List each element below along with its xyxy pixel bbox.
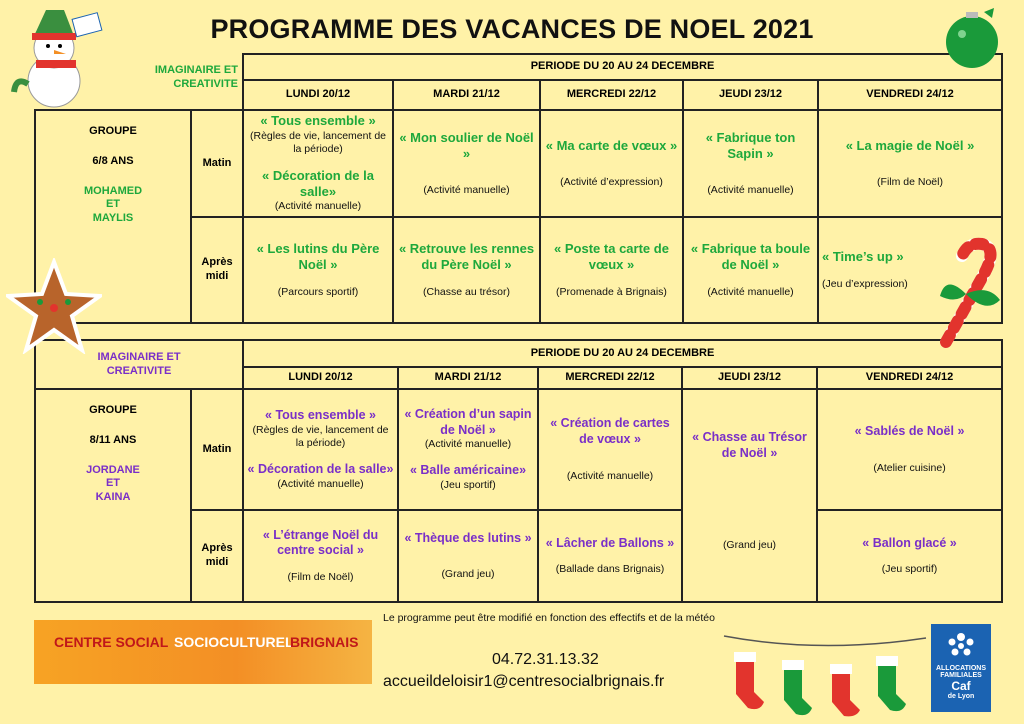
group-info <box>35 389 191 602</box>
schedule-table-group-8-11 <box>34 339 1003 603</box>
activity-cell <box>398 389 538 510</box>
activity-type: (Activité manuelle) <box>274 200 362 213</box>
activity-title: « Mon soulier de Noël » <box>399 129 534 161</box>
category-label: IMAGINAIRE ET CREATIVITE <box>154 64 238 90</box>
page-title: PROGRAMME DES VACANCES DE NOEL 2021 <box>210 14 814 44</box>
christmas-stockings-icon <box>720 630 930 720</box>
day-header-tuesday: MARDI 21/12 <box>393 80 540 110</box>
activity-type: (Film de Noël) <box>877 176 943 189</box>
candy-cane-icon <box>926 234 1018 350</box>
activity-type: (Activité manuelle) <box>277 477 364 490</box>
activity-type: (Ballade dans Brignais) <box>555 563 665 576</box>
activity-cell <box>538 510 682 602</box>
activity-cell <box>540 217 683 323</box>
activity-cell <box>393 217 540 323</box>
activity-title: « Décoration de la salle» <box>262 167 374 200</box>
leader-and: ET <box>105 198 121 211</box>
activity-title: « Décoration de la salle» <box>247 462 394 477</box>
day-header-tuesday: MARDI 21/12 <box>398 367 538 389</box>
morning-label: Matin <box>191 110 243 217</box>
activity-type: (Activité manuelle) <box>566 469 654 482</box>
activity-title: « Les lutins du Père Noël » <box>256 241 380 273</box>
day-header-wednesday: MERCREDI 22/12 <box>538 367 682 389</box>
centre-social-banner: CENTRE SOCIAL SOCIOCULTUREL BRIGNAIS <box>34 620 372 684</box>
caf-emblem-icon <box>941 629 981 663</box>
period-header: PERIODE DU 20 AU 24 DECEMBRE <box>243 54 1002 80</box>
activity-type: (Règles de vie, lancement de la période) <box>250 129 386 155</box>
activity-title: « Sablés de Noël » <box>854 424 965 439</box>
activity-type: (Activité manuelle) <box>424 438 512 451</box>
group-label: GROUPE <box>89 125 137 137</box>
activity-type: (Parcours sportif) <box>277 285 359 298</box>
activity-title: « Création de cartes de vœux » <box>550 416 670 446</box>
activity-type: (Activité manuelle) <box>707 285 794 298</box>
activity-cell-full-day <box>682 389 817 602</box>
activity-title: « Chasse au Trésor de Noël » <box>692 430 807 460</box>
group-ages: 8/11 ANS <box>89 433 137 446</box>
activity-title: « Retrouve les rennes du Père Noël » <box>398 241 535 273</box>
activity-type: (Jeu sportif) <box>440 478 496 491</box>
activity-type: (Grand jeu) <box>441 568 495 581</box>
program-note: Le programme peut être modifié en fonction des effectifs et de la météo <box>383 612 715 624</box>
schedule-table-group-6-8 <box>34 53 1003 324</box>
activity-type: (Règles de vie, lancement de la période) <box>252 423 389 449</box>
activity-title: « Poste ta carte de vœux » <box>554 241 669 273</box>
leader-1: MOHAMED <box>83 184 143 197</box>
afternoon-label: Après midi <box>191 510 243 602</box>
group-ages: 6/8 ANS <box>92 154 134 167</box>
day-header-monday: LUNDI 20/12 <box>243 80 393 110</box>
activity-title: « Création d’un sapin de Noël » <box>404 406 532 437</box>
christmas-ball-icon <box>936 6 1006 70</box>
afternoon-label: Après midi <box>191 217 243 323</box>
activity-cell <box>818 110 1002 217</box>
activity-type: (Activité d’expression) <box>560 176 663 189</box>
day-header-wednesday: MERCREDI 22/12 <box>540 80 683 110</box>
leader-1: JORDANE <box>86 463 140 476</box>
caf-logo: ALLOCATIONS FAMILIALES Caf de Lyon <box>931 624 991 712</box>
activity-cell <box>817 510 1002 602</box>
activity-cell <box>540 110 683 217</box>
activity-type: (Jeu d’expression) <box>822 277 908 290</box>
gingerbread-star-icon <box>6 258 102 354</box>
activity-cell <box>243 217 393 323</box>
activity-type: (Atelier cuisine) <box>873 461 946 474</box>
activity-title: « Thèque des lutins » <box>404 530 532 545</box>
activity-title: « Balle américaine» <box>409 463 527 478</box>
day-header-thursday: JEUDI 23/12 <box>682 367 817 389</box>
activity-cell <box>243 510 398 602</box>
activity-cell <box>683 110 818 217</box>
activity-title: « Lâcher de Ballons » <box>545 535 675 550</box>
activity-title: « La magie de Noël » <box>845 137 975 153</box>
activity-title: « Ma carte de vœux » <box>545 137 678 153</box>
activity-cell <box>683 217 818 323</box>
activity-cell <box>243 389 398 510</box>
email-address[interactable]: accueildeloisir1@centresocialbrignais.fr <box>383 673 665 690</box>
activity-title: « Ballon glacé » <box>862 535 957 550</box>
leader-2: KAINA <box>95 491 131 503</box>
activity-cell <box>393 110 540 217</box>
activity-cell <box>817 389 1002 510</box>
day-header-thursday: JEUDI 23/12 <box>683 80 818 110</box>
activity-title: « Fabrique ta boule de Noël » <box>690 241 811 273</box>
activity-cell <box>243 110 393 217</box>
activity-type: (Activité manuelle) <box>423 184 510 197</box>
activity-cell <box>538 389 682 510</box>
day-header-friday: VENDREDI 24/12 <box>818 80 1002 110</box>
snowman-icon <box>6 6 106 110</box>
activity-title: « Tous ensemble » <box>265 408 376 423</box>
activity-type: (Promenade à Brignais) <box>556 285 667 298</box>
activity-title: « Fabrique ton Sapin » <box>705 129 796 161</box>
activity-type: (Chasse au trésor) <box>423 285 510 298</box>
morning-label: Matin <box>191 389 243 510</box>
activity-type: (Jeu sportif) <box>881 563 938 576</box>
leader-2: MAYLIS <box>92 212 134 224</box>
activity-title: « Tous ensemble » <box>260 113 376 129</box>
activity-type: (Grand jeu) <box>722 539 777 552</box>
day-header-monday: LUNDI 20/12 <box>243 367 398 389</box>
leader-and: ET <box>105 477 121 490</box>
activity-title: « L’étrange Noël du centre social » <box>262 527 379 558</box>
day-header-friday: VENDREDI 24/12 <box>817 367 1002 389</box>
activity-cell <box>398 510 538 602</box>
phone-number: 04.72.31.13.32 <box>492 651 599 668</box>
activity-type: (Film de Noël) <box>287 571 354 584</box>
activity-type: (Activité manuelle) <box>707 184 794 197</box>
activity-title: « Time’s up » <box>822 249 904 265</box>
group-label: GROUPE <box>89 404 137 416</box>
period-header: PERIODE DU 20 AU 24 DECEMBRE <box>243 340 1002 367</box>
category-label: IMAGINAIRE ET CREATIVITE <box>35 340 243 389</box>
